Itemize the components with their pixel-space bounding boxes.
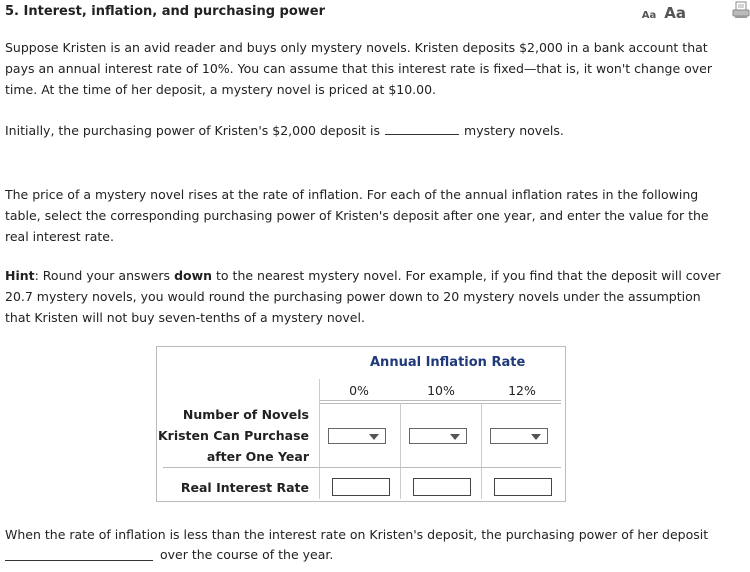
real-interest-input-12pct[interactable] bbox=[494, 478, 552, 496]
row-label-line-3: after One Year bbox=[206, 449, 309, 464]
novels-select-10pct[interactable] bbox=[409, 428, 467, 444]
novels-select-0pct[interactable] bbox=[328, 428, 386, 444]
novels-select-12pct[interactable] bbox=[490, 428, 548, 444]
inflation-table bbox=[156, 346, 566, 502]
chevron-down-icon bbox=[369, 434, 379, 440]
table-heading: Annual Inflation Rate bbox=[370, 355, 526, 370]
column-header-0: 0% bbox=[349, 383, 369, 398]
chevron-down-icon bbox=[450, 434, 460, 440]
row-divider bbox=[163, 467, 561, 468]
header-divider bbox=[319, 400, 561, 401]
row-label-real-interest: Real Interest Rate bbox=[180, 480, 309, 495]
row-label-novels bbox=[158, 404, 309, 467]
font-size-controls bbox=[642, 4, 686, 22]
initial-text-after: mystery novels. bbox=[464, 123, 564, 138]
conclusion-dropdown-blank[interactable] bbox=[5, 544, 153, 561]
col-divider-3 bbox=[481, 403, 482, 499]
hint-paragraph bbox=[5, 265, 730, 328]
initial-purchasing-power-input[interactable] bbox=[385, 120, 459, 135]
initial-purchasing-power-sentence bbox=[5, 120, 730, 141]
chevron-down-icon bbox=[531, 434, 541, 440]
intro-paragraph: Suppose Kristen is an avid reader and buys only mystery novels. Kristen deposits $2,000 in a bank account that pays an annual interest rate of 10%. You can assume that this interest rate is fixed—that is, it won't change over time. At the time of her deposit, a mystery novel is priced at $10.00. bbox=[5, 40, 713, 97]
hint-bold-word: down bbox=[174, 268, 213, 283]
row-label-line-1: Number of Novels bbox=[182, 407, 309, 422]
font-decrease-button[interactable]: Aa bbox=[641, 10, 657, 21]
header-divider-2 bbox=[319, 403, 561, 404]
conclusion-sentence: When the rate of inflation is less than the interest rate on Kristen's deposit, the purchasing power of her deposit bbox=[5, 527, 709, 542]
font-increase-button[interactable]: Aa bbox=[664, 4, 686, 22]
row-label-line-2: Kristen Can Purchase bbox=[157, 428, 309, 443]
question-title: 5. Interest, inflation, and purchasing power bbox=[5, 4, 326, 19]
hint-label: Hint bbox=[5, 268, 35, 283]
initial-text-before: Initially, the purchasing power of Kristen's $2,000 deposit is bbox=[5, 123, 381, 138]
conclusion-after-text: over the course of the year. bbox=[160, 547, 334, 562]
real-interest-input-10pct[interactable] bbox=[413, 478, 471, 496]
col-divider-1 bbox=[319, 379, 320, 499]
hint-text-2: to the nearest mystery novel. For example, if you find that the deposit will cover 20.7 mystery novels, you would round the purchasing power down to 20 mystery novels under the assumption that Kristen will not buy seven-tenths of a mystery novel. bbox=[5, 268, 721, 325]
real-interest-input-0pct[interactable] bbox=[332, 478, 390, 496]
hint-text-1: : Round your answers bbox=[34, 268, 175, 283]
col-divider-2 bbox=[400, 403, 401, 499]
inflation-paragraph: The price of a mystery novel rises at the rate of inflation. For each of the annual inflation rates in the following table, select the corresponding purchasing power of Kristen's deposit after one year, and enter the value for the real interest rate. bbox=[5, 187, 709, 244]
column-header-12: 12% bbox=[508, 383, 536, 398]
print-icon[interactable] bbox=[732, 1, 750, 19]
column-header-10: 10% bbox=[427, 383, 455, 398]
